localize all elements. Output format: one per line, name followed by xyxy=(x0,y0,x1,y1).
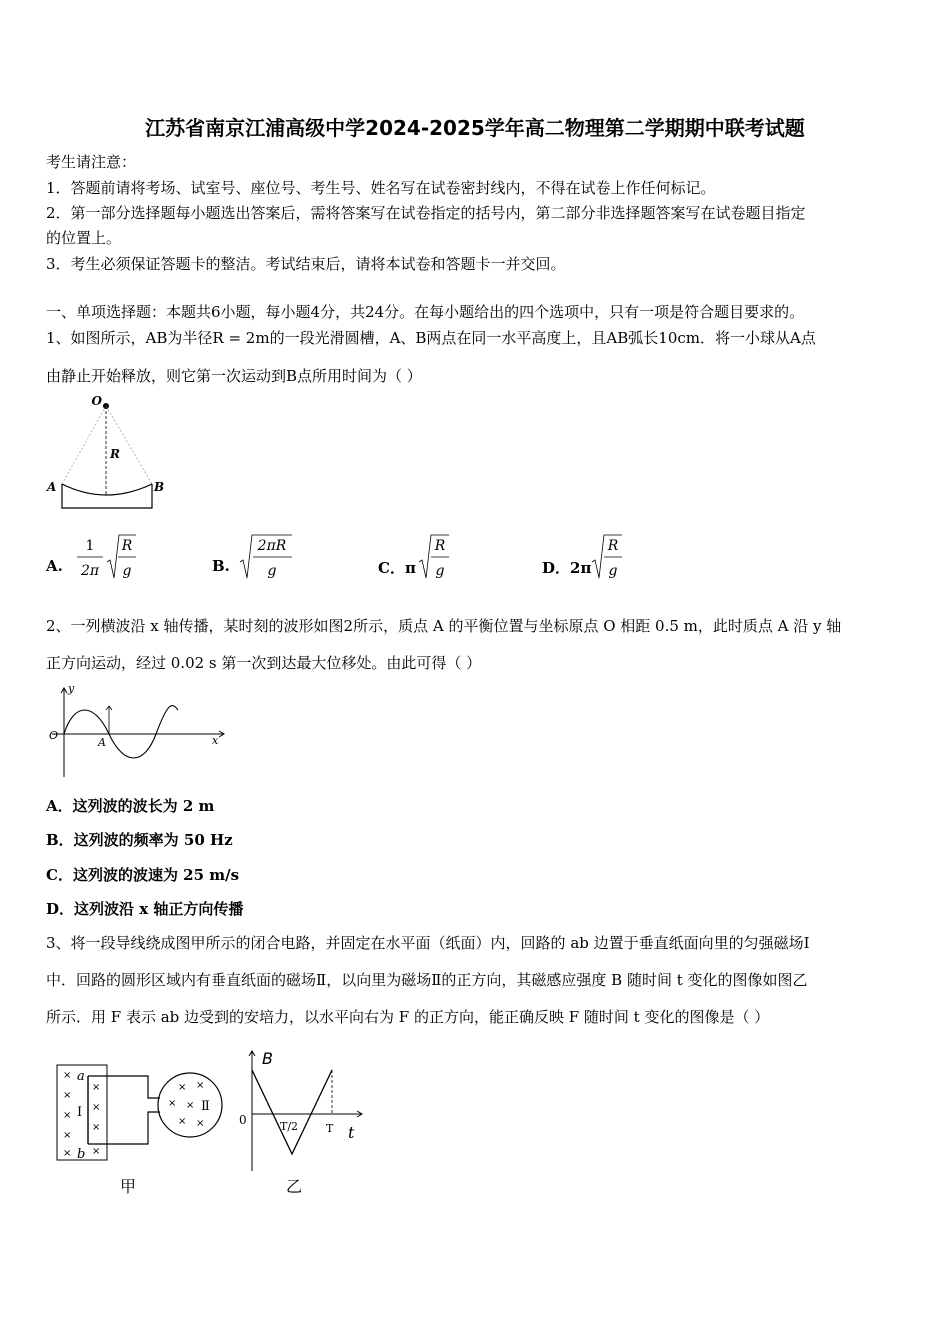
q3-fig-caption-jia: 甲 xyxy=(120,1177,137,1196)
q2-text-line2: 正方向运动，经过 0.02 s 第一次到达最大位移处。由此可得（ ） xyxy=(46,654,482,672)
cross-mark: × xyxy=(196,1080,205,1091)
q2-fig-label-O: O xyxy=(49,729,59,742)
q1-fig-label-O: O xyxy=(91,394,102,408)
notice-item: 1．答题前请将考场、试室号、座位号、考生号、姓名写在试卷密封线内，不得在试卷上作任何标记。 xyxy=(46,179,716,197)
q3-fig-tick-T2: T/2 xyxy=(280,1120,299,1133)
q1-option-d-formula xyxy=(590,532,630,584)
q1-a-denominator: 2π xyxy=(80,563,100,579)
q1-option-d-label: D．2π xyxy=(542,559,592,577)
q2-fig-label-A: A xyxy=(98,736,106,749)
cross-mark: × xyxy=(92,1122,101,1133)
page-title: 江苏省南京江浦高级中学2024-2025学年高二物理第二学期期中联考试题 xyxy=(145,116,805,140)
q3-fig-label-b: b xyxy=(77,1147,86,1162)
q1-fig-label-R: R xyxy=(110,447,120,461)
q3-figure-yi-graph xyxy=(232,1046,382,1206)
q1-d-g: g xyxy=(608,563,618,579)
cross-mark: × xyxy=(178,1116,187,1127)
q3-fig-label-region-II: Ⅱ xyxy=(201,1099,210,1114)
q2-option-b: B．这列波的频率为 50 Hz xyxy=(46,831,233,849)
q1-d-R: R xyxy=(607,538,619,554)
cross-mark: × xyxy=(92,1082,101,1093)
q1-c-g: g xyxy=(435,563,445,579)
q3-fig-label-a: a xyxy=(77,1069,85,1084)
cross-mark: × xyxy=(63,1090,72,1101)
q3-text-line2: 中．回路的圆形区域内有垂直纸面的磁场Ⅱ，以向里为磁场Ⅱ的正方向，其磁感应强度 B 随时间 t 变化的图像如图乙 xyxy=(46,971,808,989)
q1-option-c-formula xyxy=(417,532,457,584)
cross-mark: × xyxy=(168,1098,177,1109)
notice-item: 3．考生必须保证答题卡的整洁。考试结束后，请将本试卷和答题卡一并交回。 xyxy=(46,255,566,273)
q2-option-d: D．这列波沿 x 轴正方向传播 xyxy=(46,900,244,918)
q1-text-line2: 由静止开始释放，则它第一次运动到B点所用时间为（ ） xyxy=(46,367,422,385)
q3-fig-axis-B: B xyxy=(262,1049,273,1068)
q1-option-b-formula xyxy=(238,532,298,584)
q1-a-R: R xyxy=(121,538,133,554)
cross-mark: × xyxy=(186,1100,195,1111)
notice-item: 的位置上。 xyxy=(46,229,122,247)
q1-fig-label-A: A xyxy=(47,480,57,494)
q1-a-numerator: 1 xyxy=(85,538,95,554)
q1-option-a-label: A. xyxy=(46,557,63,575)
cross-mark: × xyxy=(63,1110,72,1121)
q1-b-g: g xyxy=(267,563,277,579)
q3-figure-jia-circuit xyxy=(52,1060,252,1205)
q2-option-c: C．这列波的波速为 25 m/s xyxy=(46,866,240,884)
cross-mark: × xyxy=(178,1082,187,1093)
q3-fig-tick-T: T xyxy=(326,1122,334,1135)
q1-text-line1: 1、如图所示，AB为半径R = 2m的一段光滑圆槽，A、B两点在同一水平高度上，且AB弧长10cm．将一小球从A点 xyxy=(46,329,816,347)
q1-figure-circular-groove xyxy=(44,394,174,514)
cross-mark: × xyxy=(196,1118,205,1129)
q2-text-line1: 2、一列横波沿 x 轴传播，某时刻的波形如图2所示，质点 A 的平衡位置与坐标原点 O 相距 0.5 m，此时质点 A 沿 y 轴 xyxy=(46,617,842,635)
q2-fig-label-y: y xyxy=(68,682,75,695)
q3-text-line1: 3、将一段导线绕成图甲所示的闭合电路，并固定在水平面（纸面）内，回路的 ab 边置于垂直纸面向里的匀强磁场Ⅰ xyxy=(46,934,810,952)
q1-option-b-label: B. xyxy=(212,557,230,575)
cross-mark: × xyxy=(63,1070,72,1081)
cross-mark: × xyxy=(92,1146,101,1157)
q1-option-a-formula xyxy=(74,532,144,584)
section-heading: 一、单项选择题：本题共6小题，每小题4分，共24分。在每小题给出的四个选项中，只有一项是符合题目要求的。 xyxy=(46,303,805,321)
q3-fig-label-region-I: Ⅰ xyxy=(77,1105,83,1120)
q1-c-R: R xyxy=(434,538,446,554)
cross-mark: × xyxy=(92,1102,101,1113)
q3-fig-caption-yi: 乙 xyxy=(286,1177,303,1196)
q2-option-a: A．这列波的波长为 2 m xyxy=(46,797,215,815)
q1-a-g: g xyxy=(122,563,132,579)
q1-b-numerator: 2πR xyxy=(257,538,287,554)
q3-text-line3: 所示．用 F 表示 ab 边受到的安培力，以水平向右为 F 的正方向，能正确反映 F 随时间 t 变化的图像是（ ） xyxy=(46,1008,770,1026)
notice-heading: 考生请注意： xyxy=(46,153,137,171)
q2-fig-label-x: x xyxy=(212,734,219,747)
q2-figure-wave xyxy=(44,682,234,782)
cross-mark: × xyxy=(63,1130,72,1141)
q3-fig-axis-t: t xyxy=(348,1123,355,1142)
q3-fig-origin-0: 0 xyxy=(239,1113,247,1127)
notice-item: 2．第一部分选择题每小题选出答案后，需将答案写在试卷指定的括号内，第二部分非选择题答案写在试卷题目指定 xyxy=(46,204,806,222)
cross-mark: × xyxy=(63,1148,72,1159)
q1-fig-label-B: B xyxy=(154,480,165,494)
q1-option-c-label: C．π xyxy=(378,559,416,577)
